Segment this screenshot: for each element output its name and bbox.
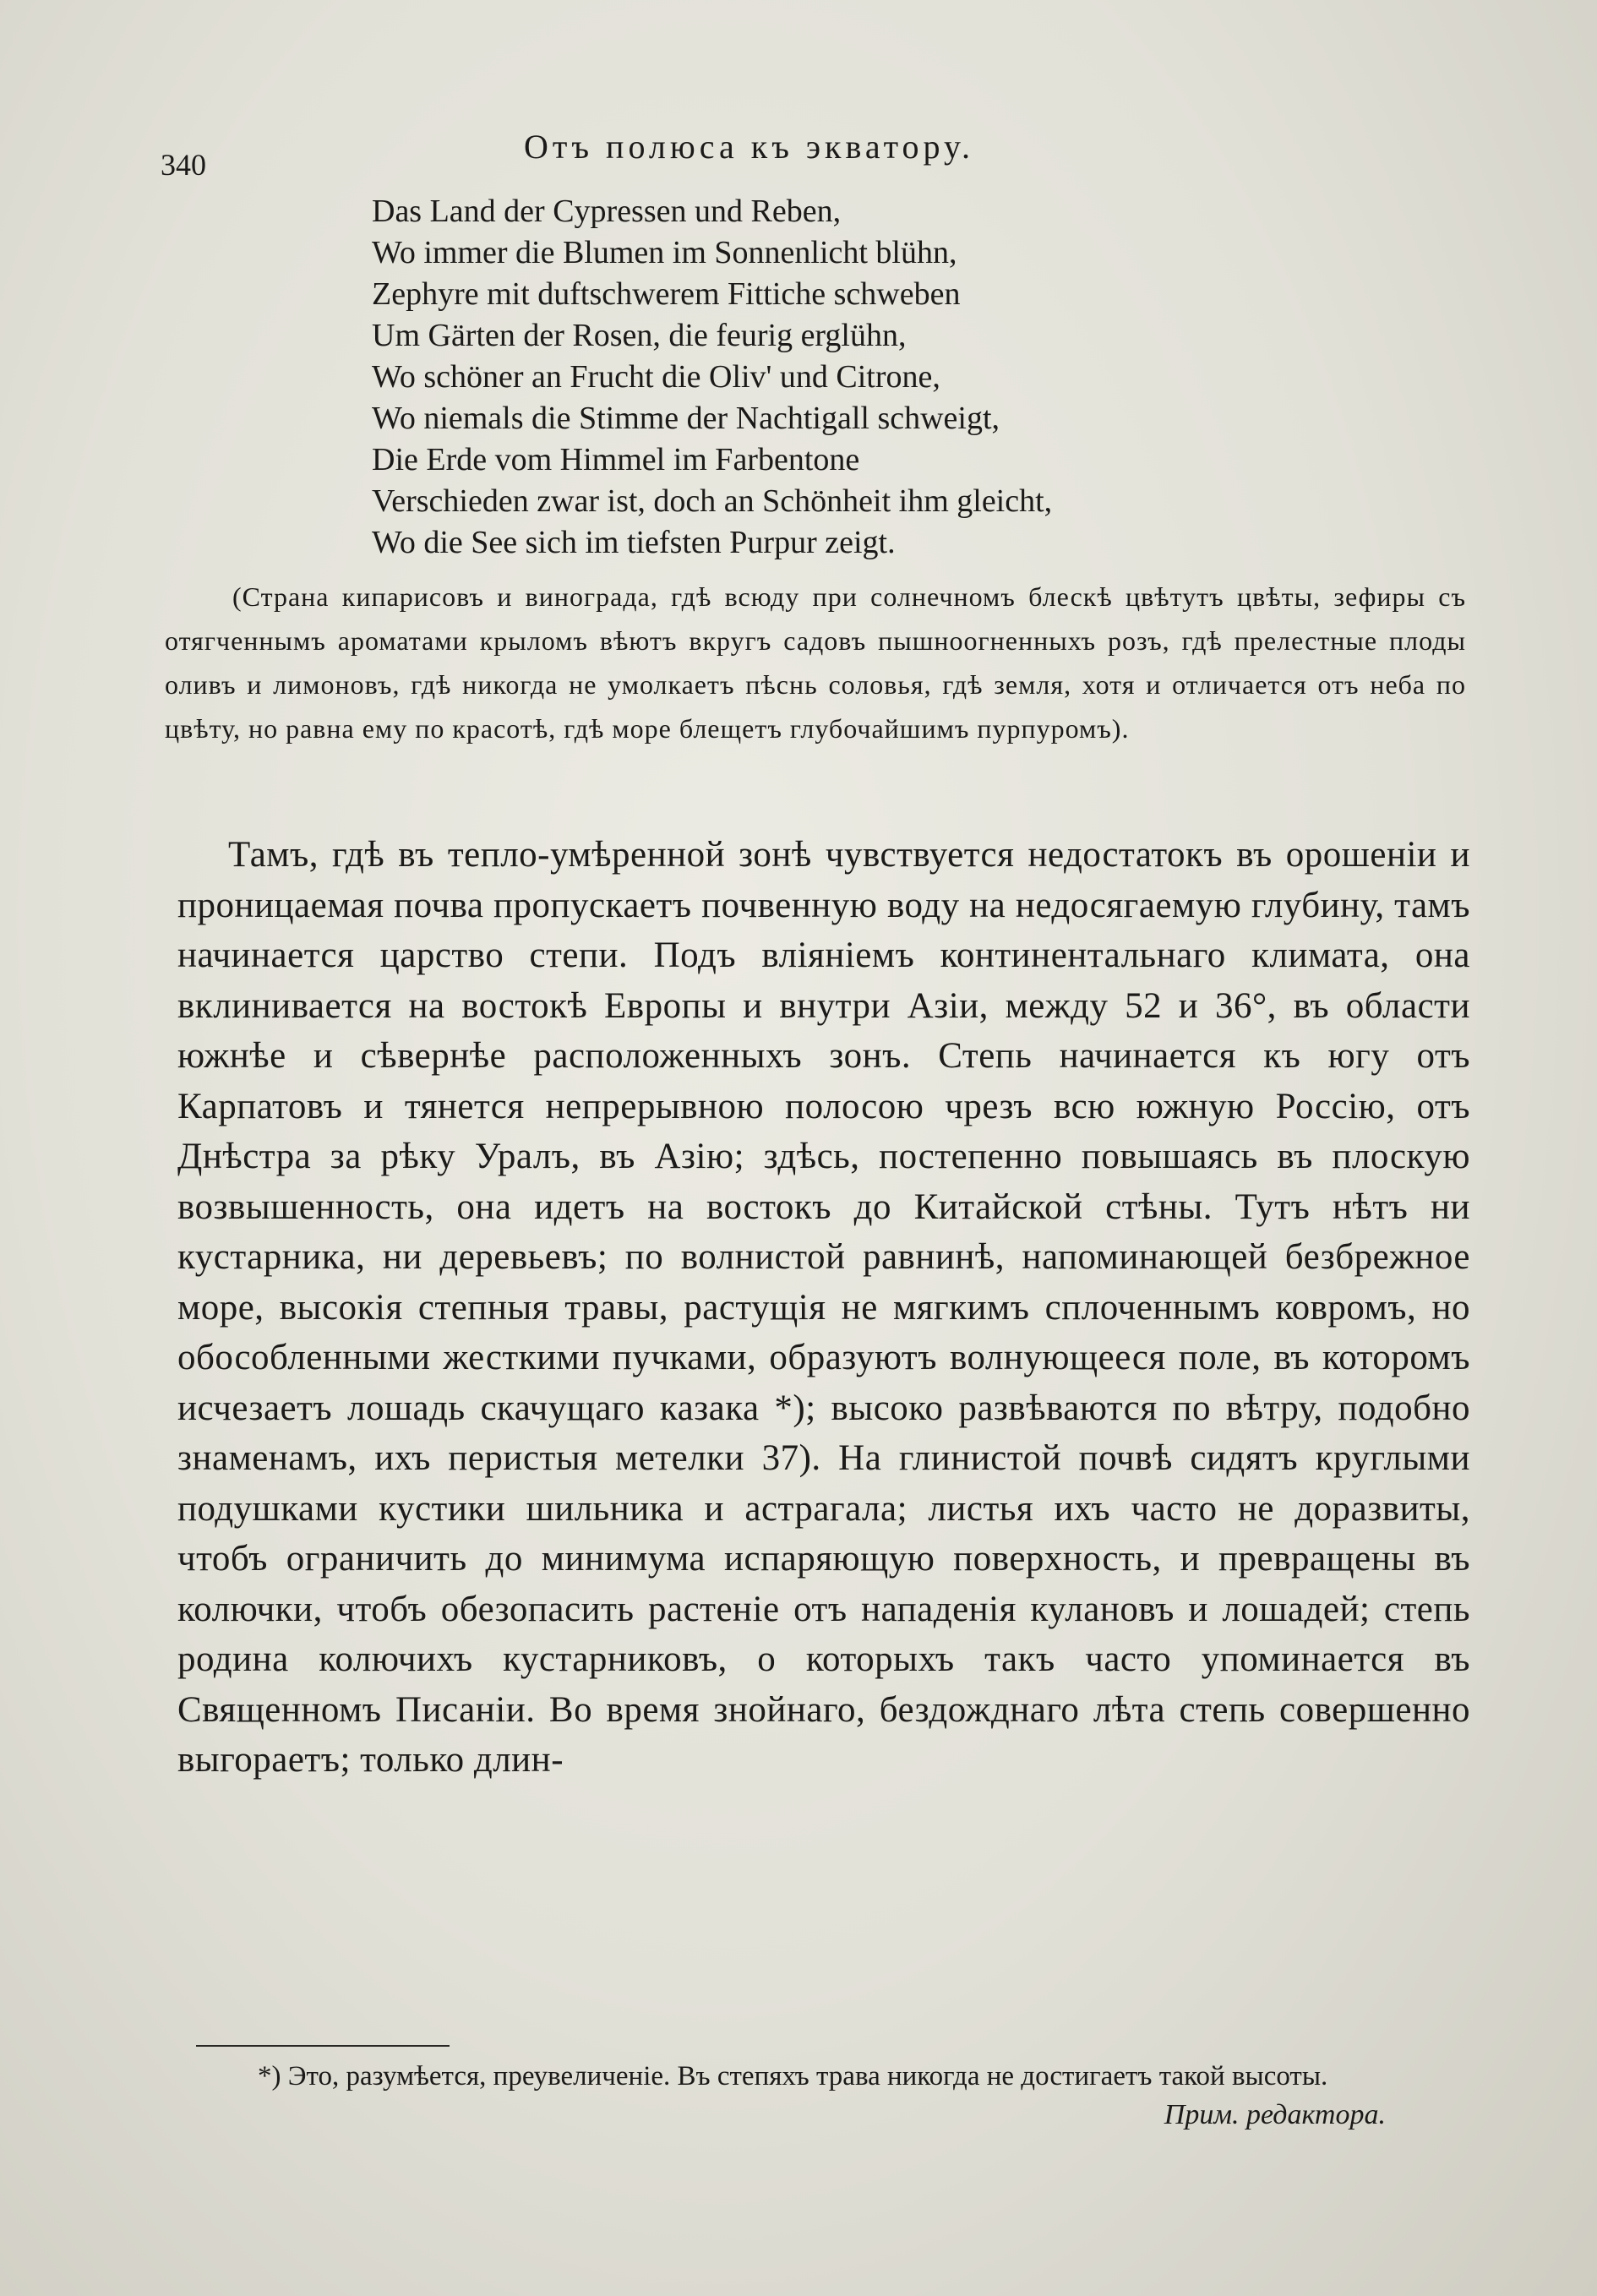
poem-line: Wo niemals die Stimme der Nachtigall schweigt,	[372, 401, 1000, 436]
poem-line: Das Land der Cypressen und Reben,	[372, 194, 842, 229]
poem-line: Wo die See sich im tiefsten Purpur zeigt.	[372, 525, 896, 560]
poem-translation: (Страна кипарисовъ и винограда, гдѣ всюду при солнечномъ блескѣ цвѣтутъ цвѣты, зефиры съ отягченнымъ ароматами крыломъ вѣютъ вкругъ садовъ пышноогненныхъ розъ, гдѣ прелестные плоды оливъ и лимоновъ, гдѣ никогда не умолкаетъ пѣснь соловья, гдѣ земля, хотя и отличается отъ неба по цвѣту, но равна ему по красотѣ, гдѣ море блещетъ глубочайшимъ пурпуромъ).	[165, 581, 1466, 744]
footnote-attribution: Прим. редактора.	[1164, 2099, 1386, 2130]
poem-line: Die Erde vom Himmel im Farbentone	[372, 442, 860, 477]
body-paragraph: Тамъ, гдѣ въ тепло-умѣренной зонѣ чувствуется недостатокъ въ орошеніи и проницаемая почва пропускаетъ почвенную воду на недосягаемую глубину, тамъ начинается царство степи. Подъ вліяніемъ континентальнаго климата, она вклинивается на востокѣ Европы и внутри Азіи, между 52 и 36°, въ области южнѣе и сѣвернѣе расположенныхъ зонъ. Степь начинается къ югу отъ Карпатовъ и тянется непрерывною полосою чрезъ всю южную Россію, отъ Днѣстра за рѣку Уралъ, въ Азію; здѣсь, постепенно повышаясь въ плоскую возвышенность, она идетъ на востокъ до Китайской стѣны. Тутъ нѣтъ ни кустарника, ни деревьевъ; по волнистой равнинѣ, напоминающей безбрежное море, высокія степныя травы, растущія не мягкимъ сплоченнымъ ковромъ, но обособленными жесткими пучками, образуютъ волнующееся поле, въ которомъ исчезаетъ лошадь скачущаго казака *); высоко развѣваются по вѣтру, подобно знаменамъ, ихъ перистыя метелки 37). На глинистой почвѣ сидятъ круглыми подушками кустики шильника и астрагала; листья ихъ часто не доразвиты, чтобъ ограничить до минимума испаряющую поверхность, и превращены въ колючки, чтобъ обезопасить растеніе отъ нападенія кулановъ и лошадей; степь родина колючихъ кустарниковъ, о которыхъ такъ часто упоминается въ Священномъ Писаніи. Во время знойнаго, бездожднаго лѣта степь совершенно выгораетъ; только длин-	[177, 835, 1470, 1780]
running-title: Отъ полюса къ экватору.	[524, 128, 974, 166]
poem-line: Wo immer die Blumen im Sonnenlicht blühn,	[372, 235, 957, 270]
poem-line: Zephyre mit duftschwerem Fittiche schweben	[372, 276, 961, 312]
page-header	[161, 118, 1479, 186]
footnote: *) Это, разумѣется, преувеличеніе. Въ степяхъ трава никогда не достигаетъ такой высоты.	[258, 2061, 1328, 2091]
poem-line: Um Gärten der Rosen, die feurig erglühn,	[372, 318, 907, 353]
page-number: 340	[161, 148, 206, 182]
german-poem	[372, 191, 1386, 564]
poem-line: Verschieden zwar ist, doch an Schönheit ihm gleicht,	[372, 483, 1053, 519]
footnote-divider	[196, 2045, 450, 2047]
poem-line: Wo schöner an Frucht die Oliv' und Citrone,	[372, 359, 940, 395]
